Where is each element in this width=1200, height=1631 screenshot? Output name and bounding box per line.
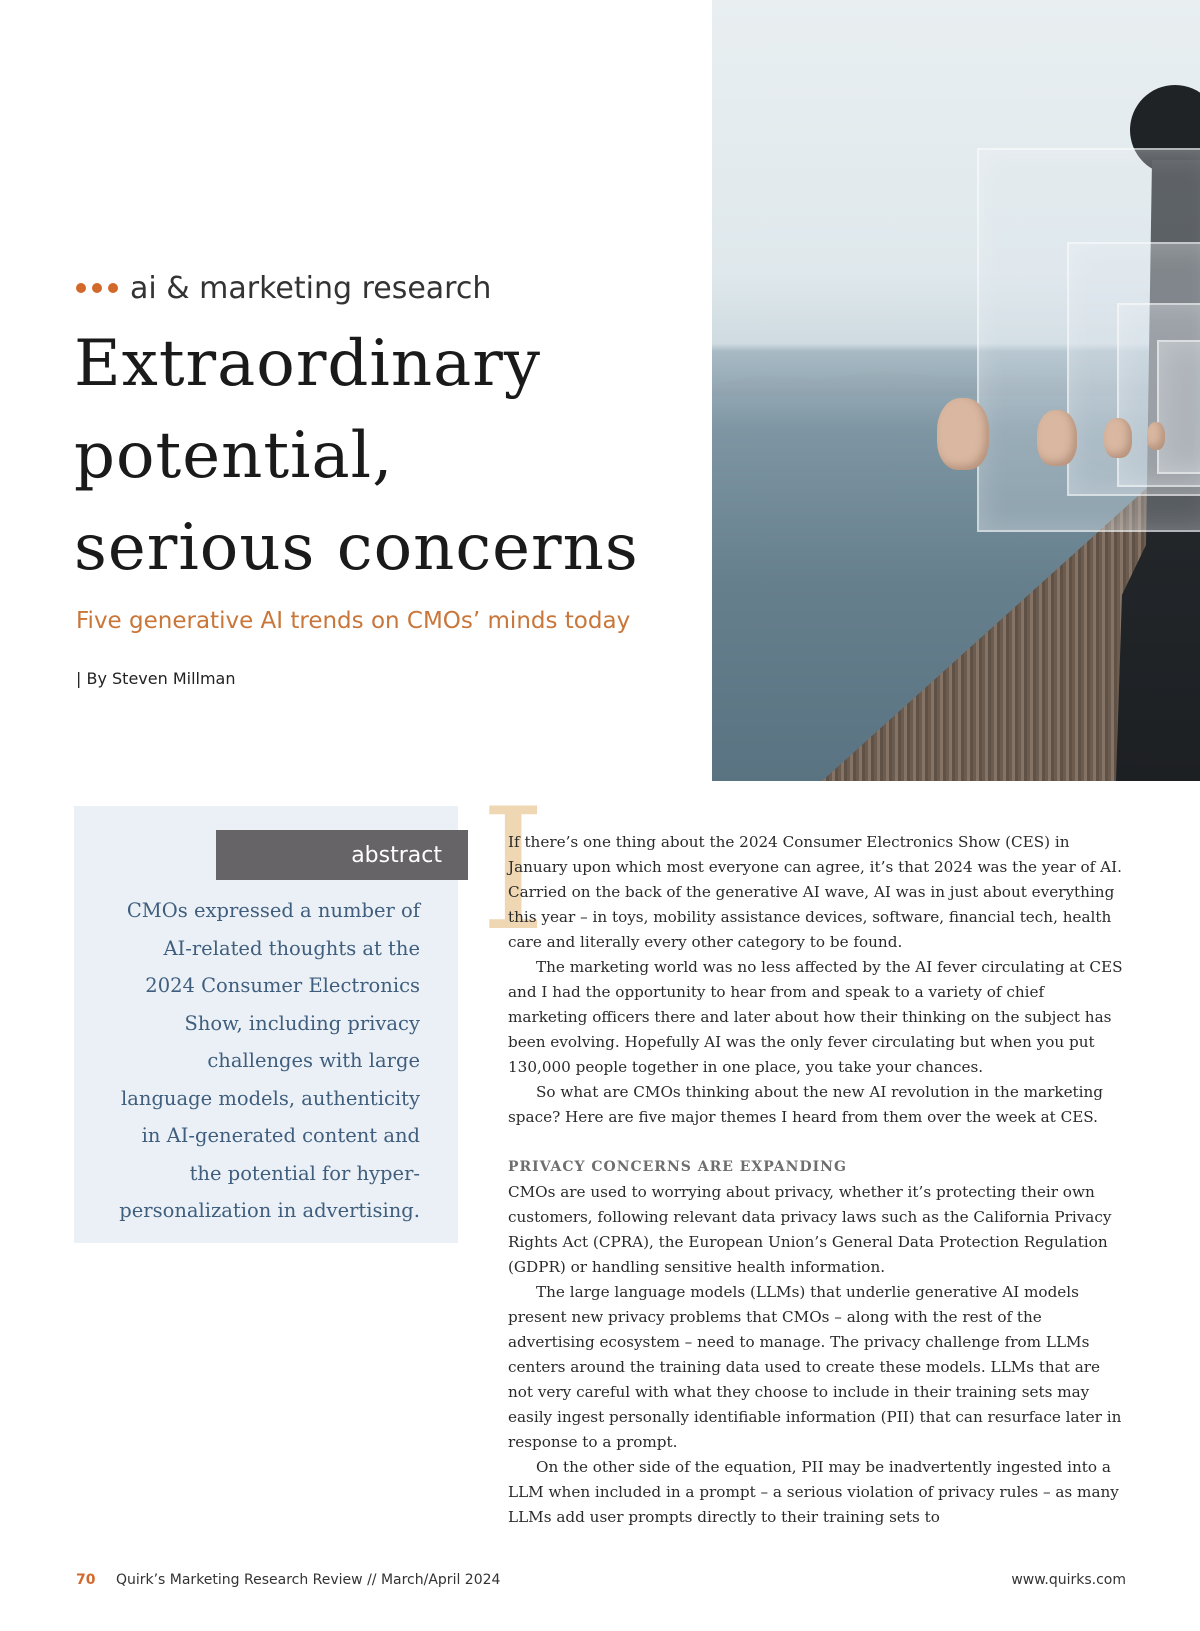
body-paragraph: CMOs are used to worrying about privacy, whether it’s protecting their own customers, following relevant data privacy laws such as the California Privacy Rights Act (CPRA), the European Union’s General Data Protection Regulation (GDPR) or handling sensitive health information. xyxy=(508,1183,1112,1276)
hand xyxy=(1037,410,1077,466)
abstract-box xyxy=(74,806,458,1243)
section-heading: PRIVACY CONCERNS ARE EXPANDING xyxy=(508,1159,847,1175)
hero-photo xyxy=(712,0,1200,781)
title-line: potential, xyxy=(74,419,394,493)
abstract-label: abstract xyxy=(216,830,468,880)
body-paragraph: The marketing world was no less affected by the AI fever circulating at CES and I had the opportunity to hear from and speak to a variety of chief marketing officers there and later about how their thinking on the subject has been evolving. Hopefully AI was the only fever circulating but when you put 130,000 people together in one place, you take your chances. xyxy=(508,958,1123,1076)
glass-frame xyxy=(1157,340,1200,474)
website-link[interactable]: www.quirks.com xyxy=(1011,1572,1126,1588)
hand xyxy=(1147,422,1165,450)
publication-name: Quirk’s Marketing Research Review // March/April 2024 xyxy=(115,1572,501,1588)
body-paragraph: The large language models (LLMs) that underlie generative AI models present new privacy problems that CMOs – along with the rest of the advertising ecosystem – need to manage. The privacy challenge from LLMs centers around the training data used to create these models. LLMs that are not very careful with what they choose to include in their training sets may easily ingest personally identifiable information (PII) that can resurface later in response to a prompt. xyxy=(508,1283,1122,1451)
page-footer xyxy=(76,1572,1126,1594)
title-line: Extraordinary xyxy=(74,327,541,401)
kicker-label: ai & marketing research xyxy=(130,270,492,306)
body-paragraph: On the other side of the equation, PII may be inadvertently ingested into a LLM when included in a prompt – a serious violation of privacy rules – as many LLMs add user prompts directly to their training sets to xyxy=(508,1458,1119,1526)
hand xyxy=(1104,418,1132,458)
body-paragraph: If there’s one thing about the 2024 Consumer Electronics Show (CES) in January upon which most everyone can agree, it’s that 2024 was the year of AI. Carried on the back of the generative AI wave, AI was in just about everything this year – in toys, mobility assistance devices, software, financial tech, health care and literally every other category to be found. xyxy=(508,833,1122,951)
hand xyxy=(937,398,989,470)
kicker-dots-icon xyxy=(76,283,118,293)
page-number: 70 xyxy=(76,1572,96,1588)
abstract-text: CMOs expressed a number of AI-related thoughts at the 2024 Consumer Electronics Show, including privacy challenges with large language models, authenticity in AI-generated content and the potential for hyper-personalization in advertising. xyxy=(119,899,420,1222)
article-body xyxy=(508,830,1126,1530)
byline: | By Steven Millman xyxy=(76,669,236,688)
body-paragraph: So what are CMOs thinking about the new AI revolution in the marketing space? Here are five major themes I heard from them over the week at CES. xyxy=(508,1083,1104,1126)
article-subtitle: Five generative AI trends on CMOs’ minds today xyxy=(76,608,631,634)
drop-cap: I xyxy=(480,772,547,968)
section-kicker xyxy=(76,268,491,308)
title-line: serious concerns xyxy=(74,511,639,585)
article-title xyxy=(74,318,694,594)
